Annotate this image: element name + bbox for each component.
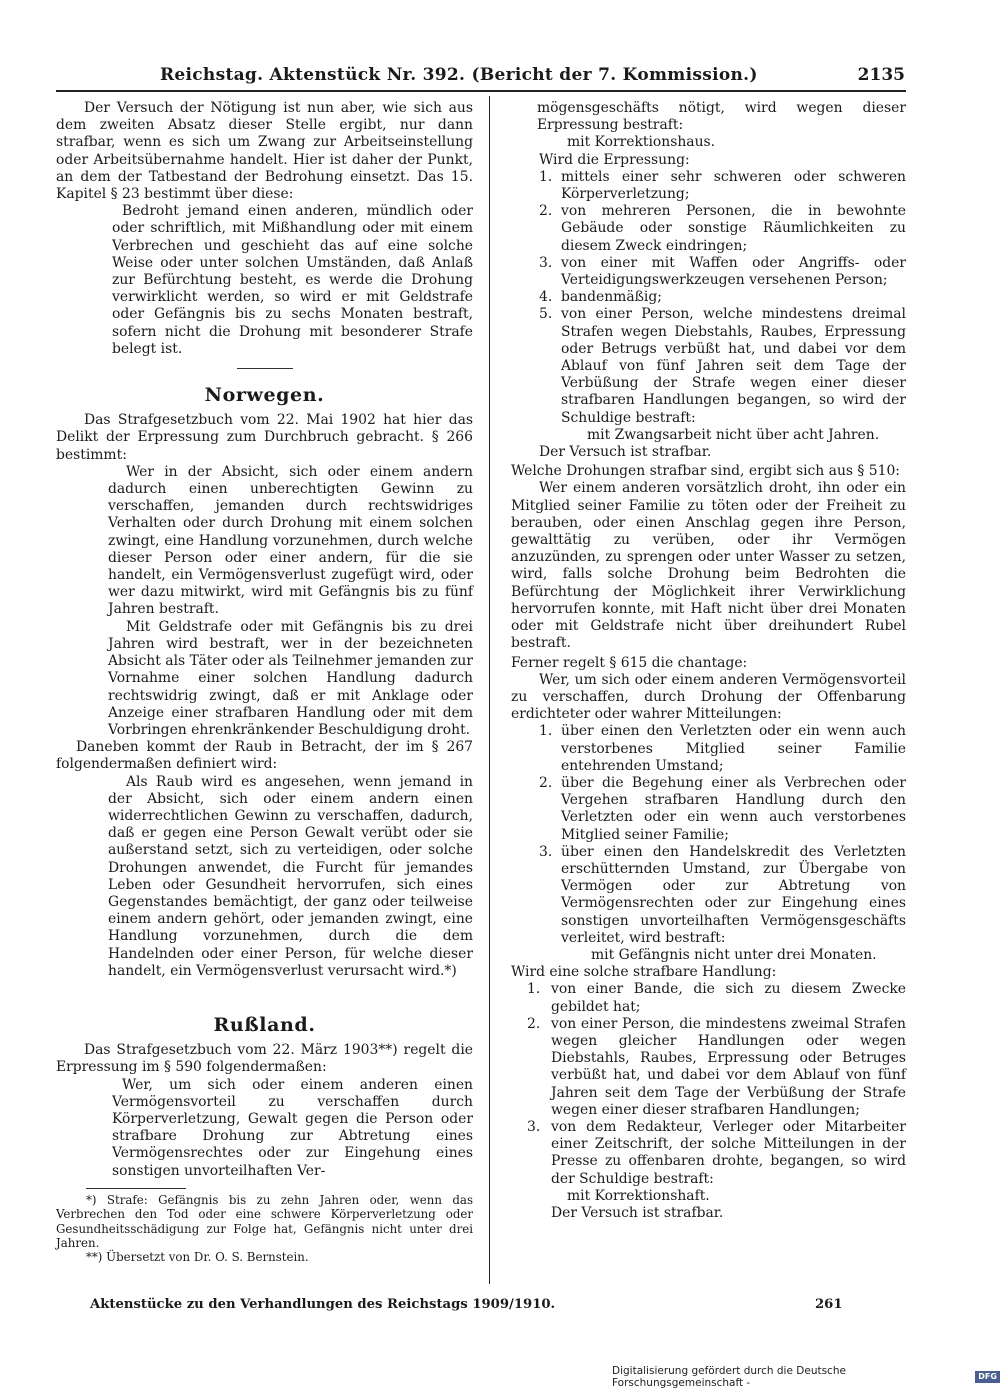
wird-die-erpressung: Wird die Erpressung:	[539, 151, 690, 168]
digitization-watermark	[612, 1365, 1000, 1389]
list-item: 2. über die Begehung einer als Verbrechen oder Vergehen strafbaren Handlung durch den Verletzten oder ein wenn auch verstorbenes Mitglied seiner Familie;	[539, 774, 906, 843]
list-item: 3. über einen den Handelskredit des Verletzten erschütternden Umstand, zur Übergabe von Vermögen oder zur Abtretung von Vermögensrechten oder zur Eingehung eines sonstigen unvorteilhaften Vermögensgeschäfts verleitet, wird bestraft:	[539, 843, 906, 946]
watermark-text: Digitalisierung gefördert durch die Deutsche Forschungsgemeinschaft -	[612, 1365, 846, 1389]
header-rule	[56, 90, 906, 92]
list-item: 1. über einen den Verletzten oder ein wenn auch verstorbenes Mitglied seiner Familie entehrenden Umstand;	[539, 723, 906, 774]
section-heading-norwegen: Norwegen.	[204, 384, 325, 407]
list-item: 2. von einer Person, die mindestens zweimal Strafen wegen gleicher Handlungen oder wegen Diebstahls, Raubes, Erpressung oder Betruges verbüßt hat, und dabei vor dem Ablauf von fünf Jahren seit dem Tage der Verbüßung der Strafe wegen einer dieser strafbaren Handlungen;	[527, 1015, 906, 1118]
penalty-korrektionshaft: mit Korrektionshaft.	[567, 1187, 710, 1204]
quote-510: Wer einem anderen vorsätzlich droht, ihn oder ein Mitglied seiner Familie zu töten oder der Freiheit zu berauben, oder einen Anschlag gegen ihre Person, gewalttätig zu verüben, oder ihr Vermögen anzuzünden, zu sprengen oder unter Wasser zu setzen, wird, falls solche Drohung beim Bedrohten die Befürchtung der Möglichkeit ihrer Verwirklichung hervorrufen konnte, mit Haft nicht über drei Monaten oder mit Geldstrafe nicht über dreihundert Rubel bestraft.	[511, 480, 906, 652]
list-item: 5. von einer Person, welche mindestens dreimal Strafen wegen Diebstahls, Raubes, Erpressung oder Betrugs verbüßt hat, und dabei vor dem Ablauf von fünf Jahren seit dem Tage der Verbüßung der Strafe wegen einer dieser strafbaren Handlungen begangen, so wird der Schuldige bestraft:	[539, 306, 906, 426]
norwegen-paragraph-raub: Daneben kommt der Raub in Betracht, der im § 267 folgendermaßen definiert wird:	[56, 739, 473, 773]
ferner-paragraph: Ferner regelt § 615 die chantage:	[511, 654, 748, 671]
penalty-zwangsarbeit: mit Zwangsarbeit nicht über acht Jahren.	[587, 426, 880, 443]
dfg-logo-icon: DFG	[975, 1371, 1000, 1383]
aggravation-list-1	[539, 169, 906, 427]
norwegen-quote-266-1: Wer in der Absicht, sich oder einem andern dadurch einen unberechtigten Gewinn zu verschaffen, jemanden durch rechtswidriges Verhalten oder durch Drohung mit einem solchen zwingt, eine Handlung vorzunehmen, durch welche dieser Person oder einer andern, für die sie handelt, ein Vermögensverlust zugefügt wird, oder wer dazu mitwirkt, wird mit Gefängnis bis zu fünf Jahren bestraft.	[108, 463, 473, 618]
penalty-korrektionshaus: mit Korrektionshaus.	[567, 134, 716, 151]
russland-intro: Das Strafgesetzbuch vom 22. März 1903**) regelt die Erpressung im § 590 folgendermaßen:	[56, 1042, 473, 1076]
footer-sheet-number: 261	[815, 1297, 843, 1312]
russland-quote-590: Wer, um sich oder einem anderen einen Vermögensvorteil zu verschaffen durch Körperverletzung, Gewalt gegen die Person oder strafbare Drohung zur Abtretung eines Vermögensrechtes oder zur Eingehung eines sonstigen unvorteilhaften Ver-	[112, 1076, 473, 1179]
footnote-1: *) Strafe: Gefängnis bis zu zehn Jahren oder, wenn das Verbrechen den Tod oder eine schwere Körperverletzung oder Gesundheitsschädigung zur Folge hat, Gefängnis nicht unter drei Jahren.	[56, 1192, 473, 1250]
quote-bedrohung: Bedroht jemand einen anderen, mündlich oder oder schriftlich, mit Mißhandlung oder mit einem Verbrechen und geschieht das auf eine solche Weise oder unter solchen Umständen, daß Anlaß zur Befürchtung besteht, es werde die Drohung verwirklicht werden, so wird er mit Geldstrafe oder Gefängnis bis zu sechs Monaten bestraft, sofern nicht die Drohung mit besonderer Strafe belegt ist.	[112, 203, 473, 357]
section-separator	[237, 368, 293, 369]
list-item: 1. mittels einer sehr schweren oder schweren Körperverletzung;	[539, 168, 906, 203]
list-item: 3. von dem Redakteur, Verleger oder Mitarbeiter einer Zeitschrift, der solche Mitteilungen in der Presse zu offenbaren drohte, begangen, so wird der Schuldige bestraft:	[527, 1118, 906, 1187]
continuation-text: mögensgeschäfts nötigt, wird wegen dieser Erpressung bestraft:	[537, 100, 906, 134]
aggravation-list-2	[527, 981, 906, 1187]
list-item: 1. von einer Bande, die sich zu diesem Zwecke gebildet hat;	[527, 981, 906, 1015]
list-item: 2. von mehreren Personen, die in bewohnte Gebäude oder sonstige Räumlichkeiten zu diesem Zweck eindringen;	[539, 203, 906, 254]
footnote-rule	[86, 1188, 186, 1189]
column-divider	[489, 96, 490, 1284]
wird-eine-solche: Wird eine solche strafbare Handlung:	[511, 964, 777, 981]
list-item: 4. bandenmäßig;	[539, 289, 662, 306]
page-number: 2135	[857, 65, 905, 85]
footnote-2: **) Übersetzt von Dr. O. S. Bernstein.	[86, 1250, 309, 1265]
intro-paragraph: Der Versuch der Nötigung ist nun aber, wie sich aus dem zweiten Absatz dieser Stelle ergibt, nur dann strafbar, wenn es sich um Zwang zur Arbeitseinstellung oder Arbeitsübernahme handelt. Hier ist daher der Punkt, an dem der Tatbestand der Bedrohung einsetzt. Das 15. Kapitel § 23 bestimmt über diese:	[56, 100, 473, 203]
quote-615: Wer, um sich oder einem anderen Vermögensvorteil zu verschaffen, durch Drohung der Offenbarung erdichteter oder wahrer Mitteilungen:	[511, 671, 906, 723]
page-header	[60, 58, 905, 86]
right-column	[511, 100, 906, 1222]
norwegen-quote-266-2: Mit Geldstrafe oder mit Gefängnis bis zu drei Jahren wird bestraft, wer in der bezeichneten Absicht als Täter oder als Teilnehmer jemanden zur Vornahme einer solchen Handlung dadurch rechtswidrig zwingt, daß er mit Anklage oder Anzeige einer strafbaren Handlung oder mit dem Vorbringen ehrenkränkender Beschuldigung droht.	[108, 618, 473, 738]
list-item: 3. von einer mit Waffen oder Angriffs- oder Verteidigungswerkzeugen versehenen Person;	[539, 254, 906, 289]
penalty-gefaengnis: mit Gefängnis nicht unter drei Monaten.	[591, 946, 877, 963]
versuch-strafbar-1: Der Versuch ist strafbar.	[539, 444, 712, 461]
footer-publication: Aktenstücke zu den Verhandlungen des Reichstags 1909/1910.	[90, 1297, 556, 1312]
drohungen-paragraph: Welche Drohungen strafbar sind, ergibt sich aus § 510:	[511, 463, 900, 480]
section-heading-russland: Rußland.	[213, 1013, 316, 1036]
norwegen-intro: Das Strafgesetzbuch vom 22. Mai 1902 hat hier das Delikt der Erpressung zum Durchbruch gebracht. § 266 bestimmt:	[56, 412, 473, 463]
header-title: Reichstag. Aktenstück Nr. 392. (Bericht der 7. Kommission.)	[159, 65, 758, 85]
left-column	[56, 100, 473, 1265]
norwegen-quote-267: Als Raub wird es angesehen, wenn jemand in der Absicht, sich oder einem andern einen widerrechtlichen Gewinn zu verschaffen, dadurch, daß er gegen eine Person Gewalt verübt oder sie außerstand setzt, sich zu verteidigen, oder solche Drohungen anwendet, die Furcht für jemandes Leben oder Gesundheit hervorrufen, sich eines Gegenstandes bemächtigt, der ganz oder teilweise einem andern gehört, oder jemanden zwingt, eine Handlung vorzunehmen, durch die dem Handelnden oder einer Person, für welche dieser handelt, ein Vermögensverlust verursacht wird.*)	[108, 773, 473, 979]
versuch-strafbar-2: Der Versuch ist strafbar.	[551, 1205, 724, 1221]
chantage-list	[539, 723, 906, 947]
